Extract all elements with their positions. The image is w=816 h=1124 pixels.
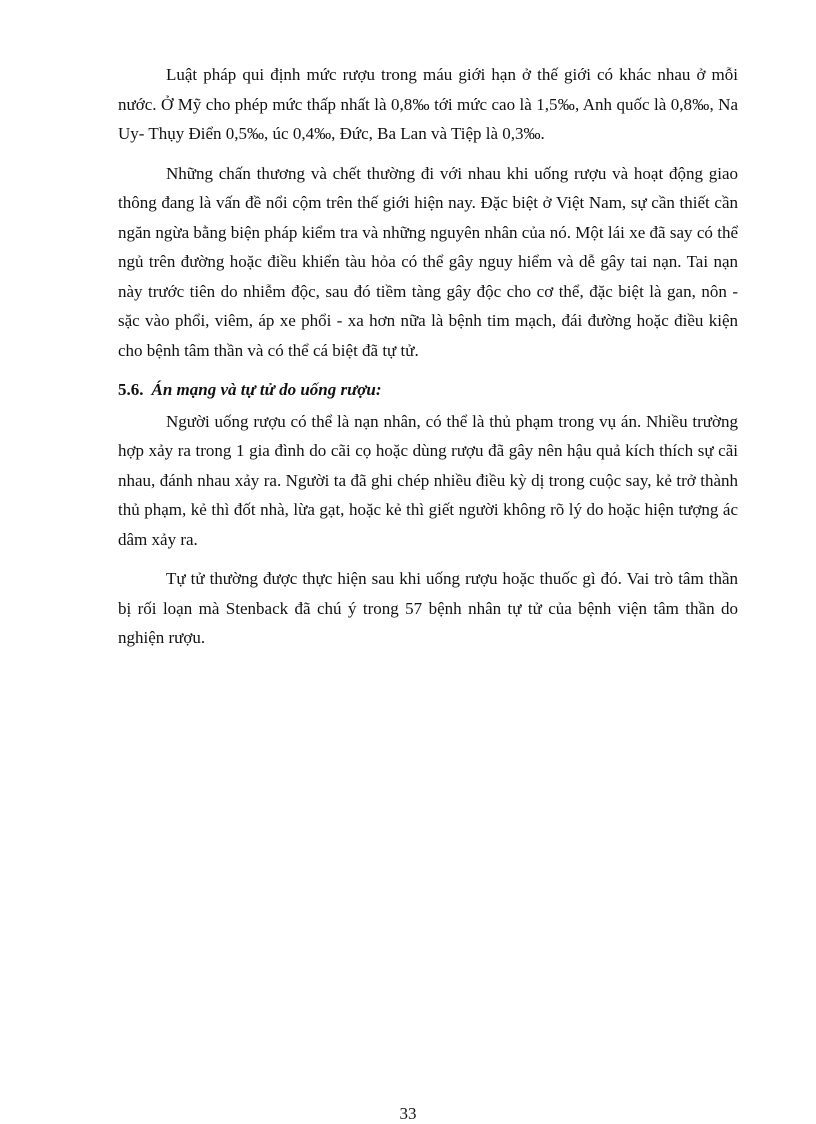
paragraph-victims-and-perpetrators: Người uống rượu có thể là nạn nhân, có thể là thủ phạm trong vụ án. Nhiều trường hợp xảy ra trong 1 gia đình do cãi cọ hoặc dùng rượu đã gây nên hậu quả kích thích sự cãi nhau, đánh nhau xảy ra. Người ta đã ghi chép nhiều điều kỳ dị trong cuộc say, kẻ trở thành thủ phạm, kẻ thì đốt nhà, lừa gạt, hoặc kẻ thì giết người không rõ lý do hoặc hiện tượng ác dâm xảy ra. [118,411,738,549]
section-title: Án mạng và tự tử do uống rượu: [151,380,382,399]
paragraph-suicide: Tự tử thường được thực hiện sau khi uống rượu hoặc thuốc gì đó. Vai trò tâm thần bị rối loạn mà Stenback đã chú ý trong 57 bệnh nhân tự tử của bệnh viện tâm thần do nghiện rượu. [118,569,738,647]
section-heading [118,375,738,405]
section-number: 5.6. [118,380,144,399]
page-content [118,60,738,663]
page-number: 33 [399,1104,417,1123]
paragraph-blood-alcohol-limits: Luật pháp qui định mức rượu trong máu giới hạn ở thế giới có khác nhau ở mỗi nước. Ở Mỹ cho phép mức thấp nhất là 0,8‰ tới mức cao là 1,5‰, Anh quốc là 0,8‰, Na Uy- Thụy Điển 0,5‰, úc 0,4‰, Đức, Ba Lan và Tiệp là 0,3‰. [118,65,738,143]
paragraph-traffic-injuries: Những chấn thương và chết thường đi với nhau khi uống rượu và hoạt động giao thông đang là vấn đề nổi cộm trên thế giới hiện nay. Đặc biệt ở Việt Nam, sự cần thiết cần ngăn ngừa bằng biện pháp kiểm tra và những nguyên nhân của nó. Một lái xe đã say có thể ngủ trên đường hoặc điều khiển tàu hỏa có thể gây nguy hiểm và dễ gây tai nạn. Tai nạn này trước tiên do nhiễm độc, sau đó tiềm tàng gây độc cho cơ thể, đặc biệt là gan, nôn - sặc vào phổi, viêm, áp xe phổi - xa hơn nữa là bệnh tim mạch, đái đường hoặc điều kiện cho bệnh tâm thần và có thể cá biệt đã tự tử. [118,163,738,360]
